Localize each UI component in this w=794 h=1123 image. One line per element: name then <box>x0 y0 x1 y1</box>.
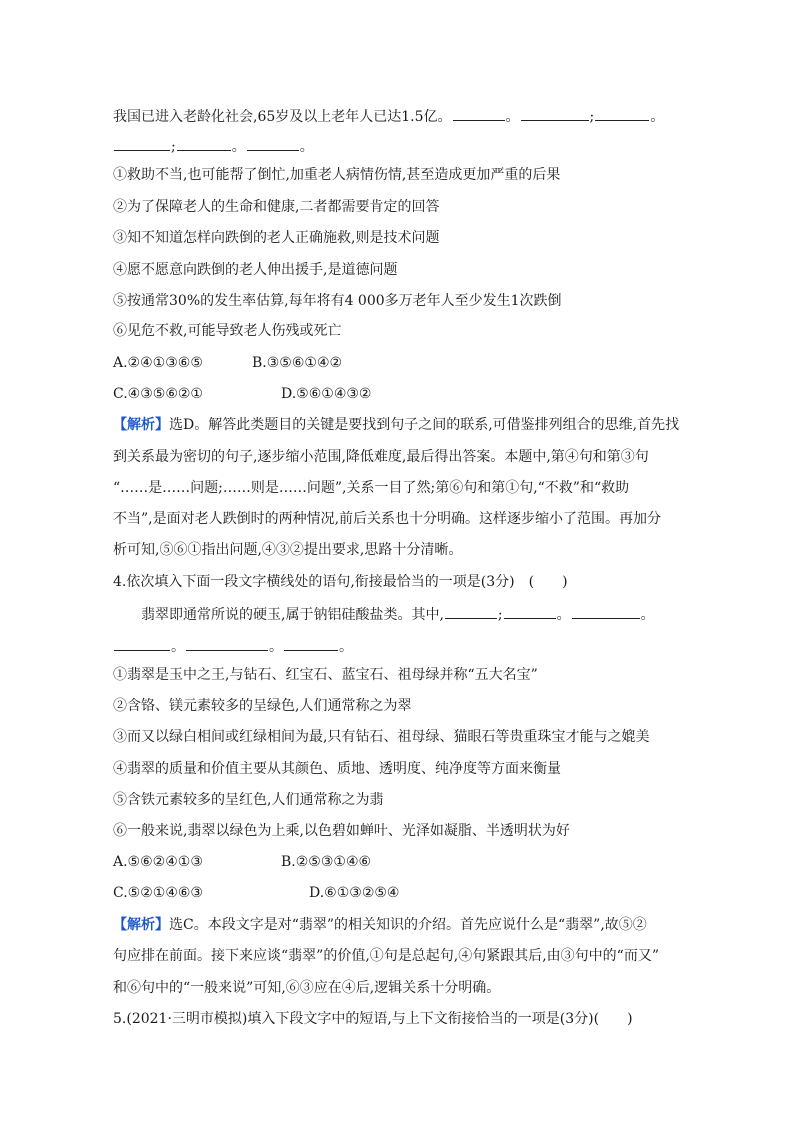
blank <box>114 136 170 151</box>
q3-analysis-line1 <box>113 416 679 434</box>
blank <box>504 604 556 619</box>
q3-option-6: ⑥见危不救,可能导致老人伤残或死亡 <box>113 323 342 339</box>
blank <box>453 106 505 121</box>
q3-analysis-line4: 不当”,是面对老人跌倒时的两种情况,前后关系也十分明确。这样逐步缩小了范围。再加分 <box>113 511 662 527</box>
q3-analysis-line5: 析可知,⑤⑥①指出问题,④③②提出要求,思路十分清晰。 <box>113 542 463 558</box>
q4-choice-d: D.⑥①③②⑤④ <box>309 885 400 901</box>
q3-choice-a: A.②④①③⑥⑤ <box>113 355 203 371</box>
punct: 。 <box>650 109 665 125</box>
q4-analysis-line2: 句应排在前面。接下来应谈“翡翠”的价值,①句是总起句,④句紧跟其后,由③句中的“而又” <box>113 948 659 964</box>
punct: ; <box>497 607 503 623</box>
punct: 。 <box>640 607 655 623</box>
analysis-text: 选C。本段文字是对“翡翠”的相关知识的介绍。首先应说什么是“翡翠”,故⑤② <box>169 917 647 933</box>
q3-option-3: ③知不知道怎样向跌倒的老人正确施救,则是技术问题 <box>113 230 440 246</box>
q4-analysis-line3: 和⑥句中的“一般来说”可知,⑥③应在④后,逻辑关系十分明确。 <box>113 980 501 996</box>
q4-stem-line2 <box>113 636 353 656</box>
punct: ; <box>589 109 595 125</box>
q4-choice-b: B.②⑤③①④⑥ <box>281 854 372 870</box>
q3-stem-line1 <box>113 106 664 126</box>
q3-option-4: ④愿不愿意向跌倒的老人伸出援手,是道德问题 <box>113 262 398 278</box>
blank <box>247 136 299 151</box>
analysis-text: 选D。解答此类题目的关键是要找到句子之间的联系,可借鉴排列组合的思维,首先找 <box>169 417 680 433</box>
blank <box>114 636 170 651</box>
analysis-tag: 【解析】 <box>113 917 169 933</box>
q3-option-5: ⑤按通常30%的发生率估算,每年将有4 000多万老年人至少发生1次跌倒 <box>113 293 562 309</box>
q4-option-3: ③而又以绿白相间或红绿相间为最,只有钻石、祖母绿、猫眼石等贵重珠宝才能与之媲美 <box>113 729 650 745</box>
q4-option-5: ⑤含铁元素较多的呈红色,人们通常称之为翡 <box>113 792 384 808</box>
q3-choice-c: C.④③⑤⑥②① <box>113 386 203 402</box>
blank <box>595 106 649 121</box>
punct: 。 <box>299 139 314 155</box>
q4-option-2: ②含铬、镁元素较多的呈绿色,人们通常称之为翠 <box>113 698 412 714</box>
q4-choice-a: A.⑤⑥②④①③ <box>113 854 203 870</box>
blank <box>572 604 640 619</box>
q4-stem-text: 翡翠即通常所说的硬玉,属于钠铝硅酸盐类。其中, <box>141 607 444 623</box>
blank <box>186 636 268 651</box>
q3-analysis-line3: “……是……问题;……则是……问题”,关系一目了然;第⑥句和第①句,“不救”和“救助 <box>113 480 630 496</box>
q3-option-2: ②为了保障老人的生命和健康,二者都需要肯定的回答 <box>113 199 440 215</box>
q4-option-6: ⑥一般来说,翡翠以绿色为上乘,以色碧如蝉叶、光泽如凝脂、半透明状为好 <box>113 823 570 839</box>
punct: 。 <box>505 109 520 125</box>
q5-title: 5.(2021·三明市模拟)填入下段文字中的短语,与上下文衔接恰当的一项是(3分)( ) <box>113 1011 633 1027</box>
punct: 。 <box>231 139 246 155</box>
punct: 。 <box>171 639 185 655</box>
q4-analysis-line1 <box>113 916 647 934</box>
punct: 。 <box>269 639 283 655</box>
blank <box>521 106 589 121</box>
q3-option-1: ①救助不当,也可能帮了倒忙,加重老人病情伤情,甚至造成更加严重的后果 <box>113 167 561 183</box>
analysis-tag: 【解析】 <box>113 417 169 433</box>
q3-analysis-line2: 到关系最为密切的句子,逐步缩小范围,降低难度,最后得出答案。本题中,第④句和第③句 <box>113 449 649 465</box>
punct: 。 <box>339 639 353 655</box>
q3-choice-d: D.⑤⑥①④③② <box>281 386 372 402</box>
q4-option-1: ①翡翠是玉中之王,与钻石、红宝石、蓝宝石、祖母绿并称“五大名宝” <box>113 667 538 683</box>
blank <box>445 604 497 619</box>
q4-option-4: ④翡翠的质量和价值主要从其颜色、质地、透明度、纯净度等方面来衡量 <box>113 761 561 777</box>
punct: ; <box>171 139 176 155</box>
q4-stem-line1 <box>141 604 655 624</box>
q4-title: 4.依次填入下面一段文字横线处的语句,衔接最恰当的一项是(3分) ( ) <box>113 574 568 590</box>
blank <box>177 136 231 151</box>
q3-stem-line2 <box>113 136 314 156</box>
q4-choice-c: C.⑤②①④⑥③ <box>113 885 203 901</box>
punct: 。 <box>556 607 571 623</box>
q3-stem-text: 我国已进入老龄化社会,65岁及以上老年人已达1.5亿。 <box>113 109 452 125</box>
q3-choice-b: B.③⑤⑥①④② <box>252 355 343 371</box>
blank <box>284 636 338 651</box>
